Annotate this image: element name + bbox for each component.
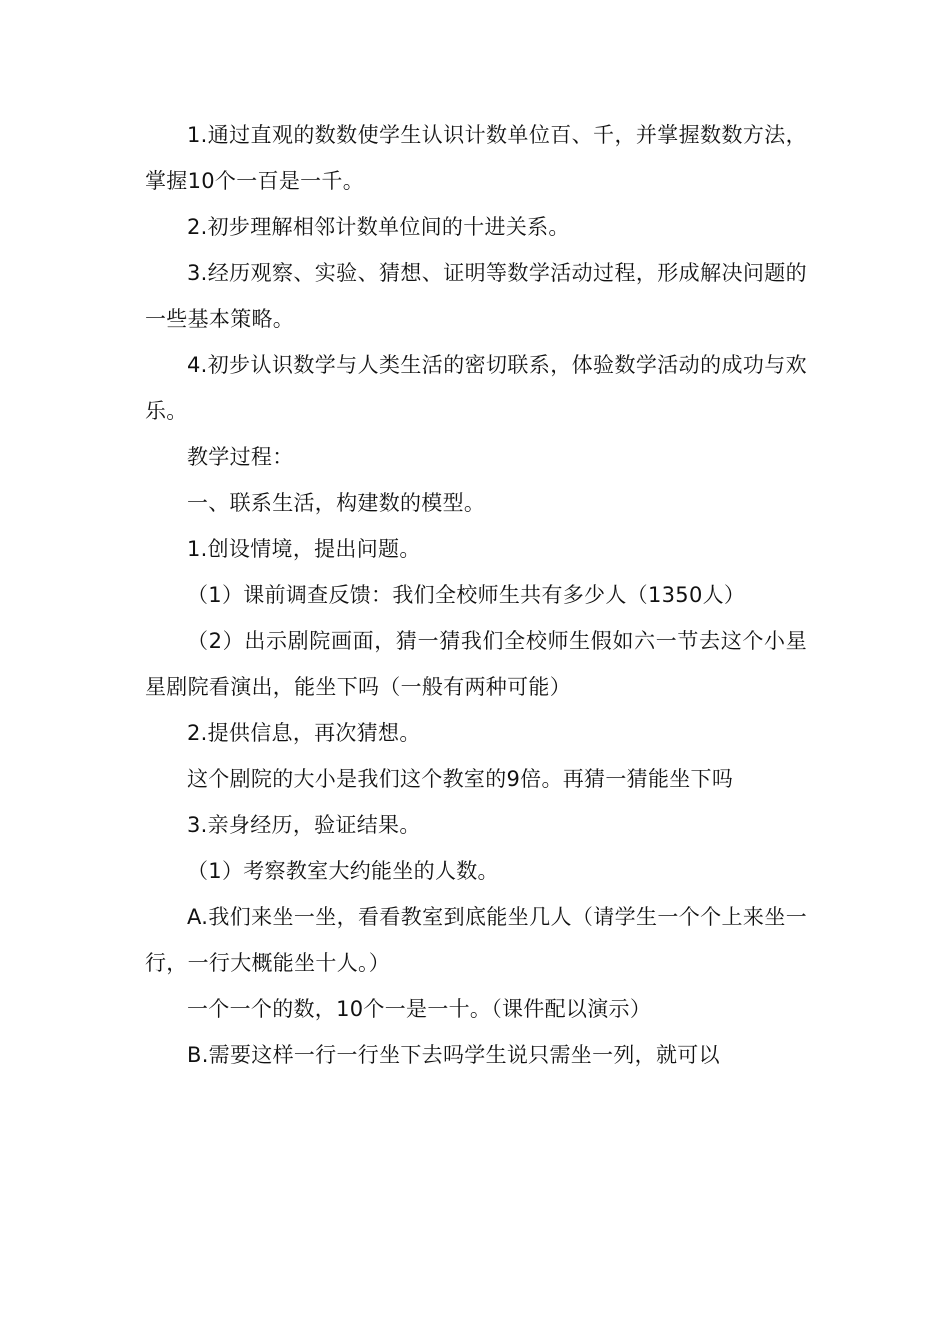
- step-1-item-2: （2）出示剧院画面，猜一猜我们全校师生假如六一节去这个小星星剧院看演出，能坐下吗（一般有两种可能）: [145, 629, 807, 699]
- step-1-heading: 1.创设情境，提出问题。: [187, 537, 421, 561]
- step-2-heading: 2.提供信息，再次猜想。: [187, 721, 421, 745]
- section-heading-teaching-process: 教学过程：: [187, 445, 294, 469]
- step-1-item-1: （1）课前调查反馈：我们全校师生共有多少人（1350人）: [187, 583, 746, 607]
- step-3-item-a: A.我们来坐一坐，看看教室到底能坐几人（请学生一个个上来坐一行，一行大概能坐十人。）: [145, 905, 807, 975]
- objective-2: 2.初步理解相邻计数单位间的十进关系。: [187, 215, 570, 239]
- objective-1: 1.通过直观的数数使学生认识计数单位百、千，并掌握数数方法，掌握10个一百是一千。: [145, 123, 807, 193]
- objective-4: 4.初步认识数学与人类生活的密切联系，体验数学活动的成功与欢乐。: [145, 353, 807, 423]
- objective-3: 3.经历观察、实验、猜想、证明等数学活动过程，形成解决问题的一些基本策略。: [145, 261, 807, 331]
- step-3-heading: 3.亲身经历，验证结果。: [187, 813, 421, 837]
- step-3-item-b: B.需要这样一行一行坐下去吗学生说只需坐一列，就可以: [187, 1043, 720, 1067]
- step-2-text: 这个剧院的大小是我们这个教室的9倍。再猜一猜能坐下吗: [187, 767, 734, 791]
- part-one-heading: 一、联系生活，构建数的模型。: [187, 491, 486, 515]
- step-3-counting-note: 一个一个的数，10个一是一十。（课件配以演示）: [187, 997, 652, 1021]
- step-3-item-1: （1）考察教室大约能坐的人数。: [187, 859, 499, 883]
- document-body: [145, 112, 807, 1078]
